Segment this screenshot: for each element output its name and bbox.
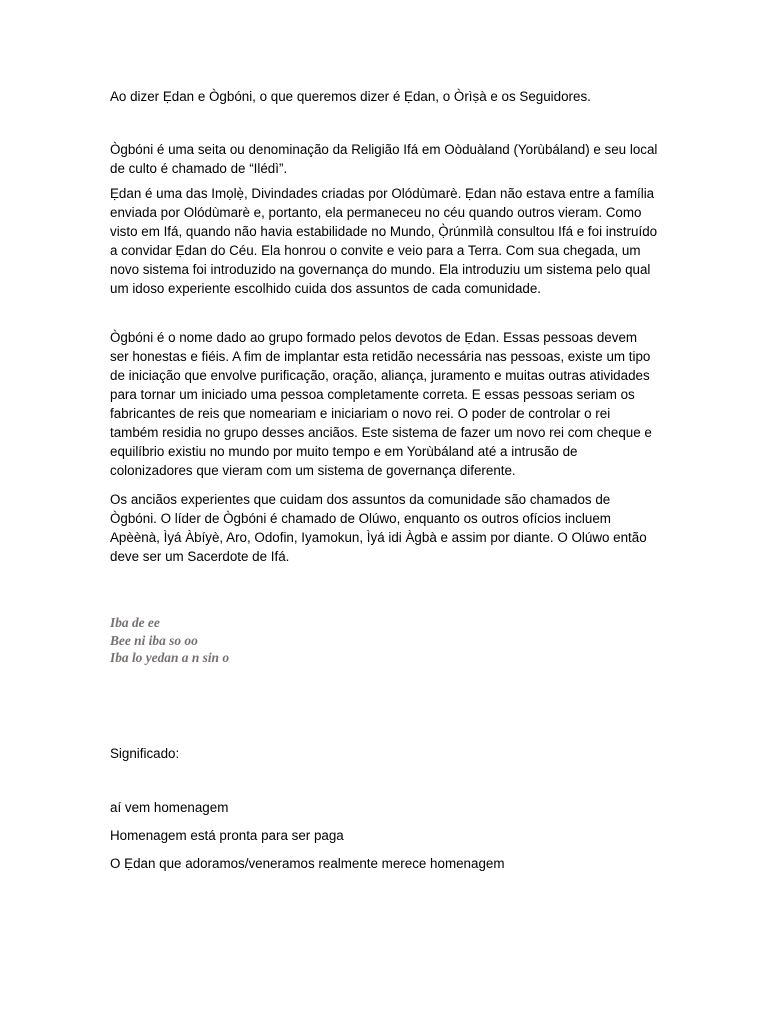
paragraph-ogboni-group: Ògbóni é o nome dado ao grupo formado pelos devotos de Ẹdan. Essas pessoas devem ser honestas e fiéis. A fim de implantar esta retidão necessária nas pessoas, existe um tipo de iniciação que envolve purificação, oração, aliança, juramento e muitas outras atividades para tornar um iniciado uma pessoa completamente correta. E essas pessoas seriam os fabricantes de reis que nomeariam e iniciariam o novo rei. O poder de controlar o rei também residia no grupo desses anciãos. Este sistema de fazer um novo rei com cheque e equilíbrio existiu no mundo por muito tempo e em Yorùbáland até a intrusão de colonizadores que vieram com um sistema de governança diferente. — [110, 330, 652, 478]
meaning-label: Significado: — [110, 746, 180, 761]
verse-line-2: Bee ni iba so oo — [110, 632, 198, 648]
meaning-line-3: O Ẹdan que adoramos/veneramos realmente merece homenagem — [110, 856, 505, 871]
paragraph-edan: Ẹdan é uma das Imọlẹ̀, Divindades criadas por Olódùmarè. Ẹdan não estava entre a família enviada por Olódùmarè e, portanto, ela permaneceu no céu quando outros vieram. Como visto em Ifá, quando não havia estabilidade no Mundo, Ọ̀rúnmìlà consultou Ifá e foi instruído a convidar Ẹdan do Céu. Ela honrou o convite e veio para a Terra. Com sua chegada, um novo sistema foi introduzido na governança do mundo. Ela introduziu um sistema pelo qual um idoso experiente escolhido cuida dos assuntos de cada comunidade. — [110, 186, 658, 296]
yoruba-verse — [110, 614, 510, 667]
verse-line-1: Iba de ee — [110, 615, 160, 630]
paragraph-ogboni-sect: Ògbóni é uma seita ou denominação da Religião Ifá em Oòduàland (Yorùbáland) e seu local de culto é chamado de “Ilédì”. — [110, 142, 658, 176]
verse-line-3: Iba lo yedan a n sin o — [110, 650, 230, 665]
meaning-line-2: Homenagem está pronta para ser paga — [110, 828, 344, 843]
meaning-line-1: aí vem homenagem — [110, 800, 229, 815]
paragraph-elders: Os anciãos experientes que cuidam dos assuntos da comunidade são chamados de Ògbóni. O líder de Ògbóni é chamado de Olúwo, enquanto os outros ofícios incluem Apèènà, Ìyá Àbíyè, Aro, Odofin, Iyamokun, Ìyá idi Àgbà e assim por diante. O Olúwo então deve ser um Sacerdote de Ifá. — [110, 492, 647, 564]
paragraph-intro: Ao dizer Ẹdan e Ògbóni, o que queremos dizer é Ẹdan, o Òrìṣà e os Seguidores. — [110, 89, 591, 104]
